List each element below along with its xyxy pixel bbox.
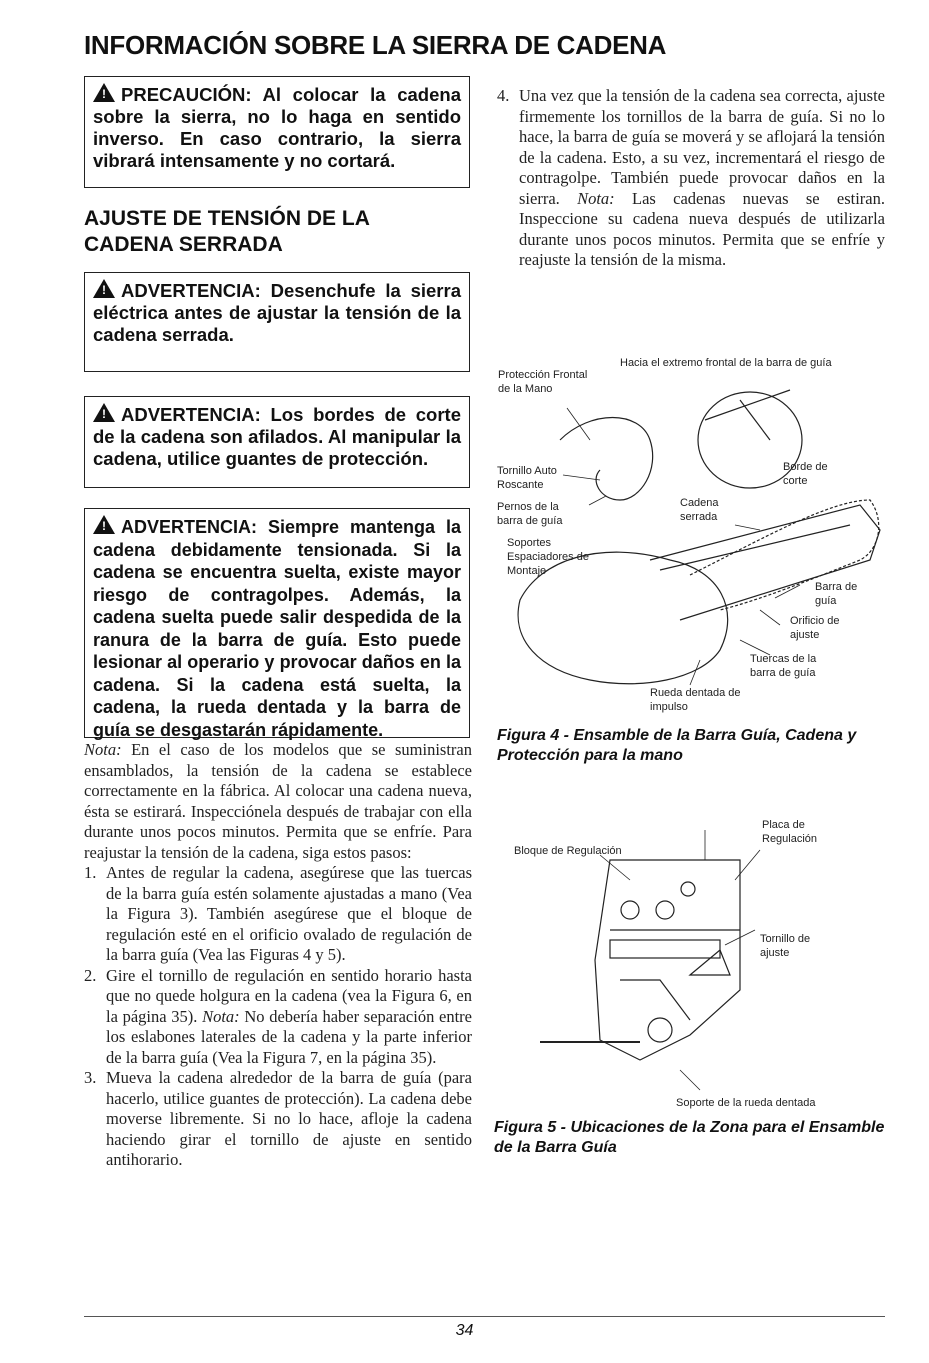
label-borde: Borde de corte: [783, 461, 828, 487]
section-heading: AJUSTE DE TENSIÓN DE LA CADENA SERRADA: [84, 207, 370, 256]
label-tornillo-auto: Tornillo Auto Roscante: [497, 465, 557, 491]
label-cadena: Cadena serrada: [680, 497, 719, 523]
page-number: 34: [455, 1322, 474, 1339]
page-title: INFORMACIÓN SOBRE LA SIERRA DE CADENA: [84, 30, 667, 60]
label-pernos: Pernos de la barra de guía: [497, 501, 563, 527]
step-2: 2. Gire el tornillo de regulación en sentido horario hasta que no quede holgura en la cadena (vea la Figura 6, en la página 35). Nota: No debería haber separación entre los eslabones laterales de la cadena y la parte inferior de la barra guía (Vea la Figura 7, en la página 35).: [84, 965, 472, 1067]
label-placa: Placa de Regulación: [762, 819, 818, 845]
label-rueda: Rueda dentada de impulso: [650, 687, 741, 713]
footer-rule: [84, 1316, 885, 1317]
step-1: 1. Antes de regular la cadena, asegúrese que las tuercas de la barra guía estén solamente ajustadas a mano (Vea la Figura 3). También asegúrese que el bloque de regulación esté en el orificio ovalado de regulación de la barra guía (Vea las Figuras 4 y 5).: [84, 863, 472, 964]
step-3: 3. Mueva la cadena alrededor de la barra de guía (para hacerlo, utilice guantes de protección). La cadena debe moverse libremente. Si no lo hace, afloje la cadena haciendo girar el tornillo de ajuste en sentido antihorario.: [84, 1068, 472, 1169]
warning-triangle-icon: [93, 403, 115, 422]
label-barra: Barra de guía: [815, 581, 858, 607]
warning-text-unplug: ADVERTENCIA: Desenchufe la sierra eléctrica antes de ajustar la tensión de la cadena serrada.: [93, 280, 461, 345]
warning-triangle-icon: [93, 279, 115, 298]
step-4: 4. Una vez que la tensión de la cadena sea correcta, ajuste firmemente los tornillos de la barra de guía. Si no lo hace, la barra de guía se moverá y se aflojará la tensión de la cadena. Esto, a su vez, incrementará el riesgo de contragolpe. También puede provocar daños en la sierra. Nota: Las cadenas nuevas se estiran. Inspeccione su cadena nueva después de utilizarla durante unos pocos minutos. Permita que se enfríe y reajuste la tensión de la misma.: [497, 86, 885, 269]
caution-text: PRECAUCIÓN: Al colocar la cadena sobre la sierra, no lo haga en sentido inverso. En caso contrario, la sierra vibrará intensamente y no cortará.: [93, 84, 461, 171]
label-tornillo-ajuste: Tornillo de ajuste: [760, 933, 811, 959]
label-hacia: Hacia el extremo frontal de la barra de guía: [620, 357, 832, 369]
warning-text-sharp: ADVERTENCIA: Los bordes de corte de la cadena son afilados. Al manipular la cadena, utilice guantes de protección.: [93, 404, 461, 469]
right-body-text: [497, 86, 885, 271]
warning-box-tension: [84, 508, 470, 738]
warning-triangle-icon: [93, 515, 115, 534]
label-orificio: Orificio de ajuste: [790, 615, 840, 641]
label-soportes: Soportes Espaciadores de Montaje: [507, 537, 589, 577]
warning-text-tension: ADVERTENCIA: Siempre mantenga la cadena debidamente tensionada. Si la cadena se encuentra suelta, existe mayor riesgo de contragolpes. Además, la cadena suelta puede salir despedida de la ranura de la barra de guía. Esto puede lesionar al operario y provocar daños en la cadena. Si la cadena está suelta, la cadena, la rueda dentada y la barra de guía se desgastarán rápidamente.: [93, 517, 461, 740]
figure-5-caption: Figura 5 - Ubicaciones de la Zona para el Ensamble de la Barra Guía: [494, 1119, 885, 1156]
note-paragraph: Nota: En el caso de los modelos que se suministran ensamblados, la tensión de la cadena se establece correctamente en la fábrica. Al colocar una cadena nueva, ésta se estirará. Inspecciónela después de trabajar con ella durante unos pocos minutos. Permita que se enfríe. Para reajustar la tensión de la cadena, siga estos pasos:: [84, 740, 472, 862]
caution-box: [84, 76, 470, 188]
label-tuercas: Tuercas de la barra de guía: [750, 653, 817, 679]
warning-box-unplug: [84, 272, 470, 372]
warning-box-sharp: [84, 396, 470, 488]
left-body-text: [84, 740, 472, 1171]
label-bloque: Bloque de Regulación: [514, 845, 622, 857]
warning-triangle-icon: [93, 83, 115, 102]
label-soporte-rueda: Soporte de la rueda dentada: [676, 1097, 816, 1109]
figure-4-caption: Figura 4 - Ensamble de la Barra Guía, Cadena y Protección para la mano: [497, 727, 857, 764]
label-proteccion: Protección Frontal de la Mano: [498, 369, 588, 395]
